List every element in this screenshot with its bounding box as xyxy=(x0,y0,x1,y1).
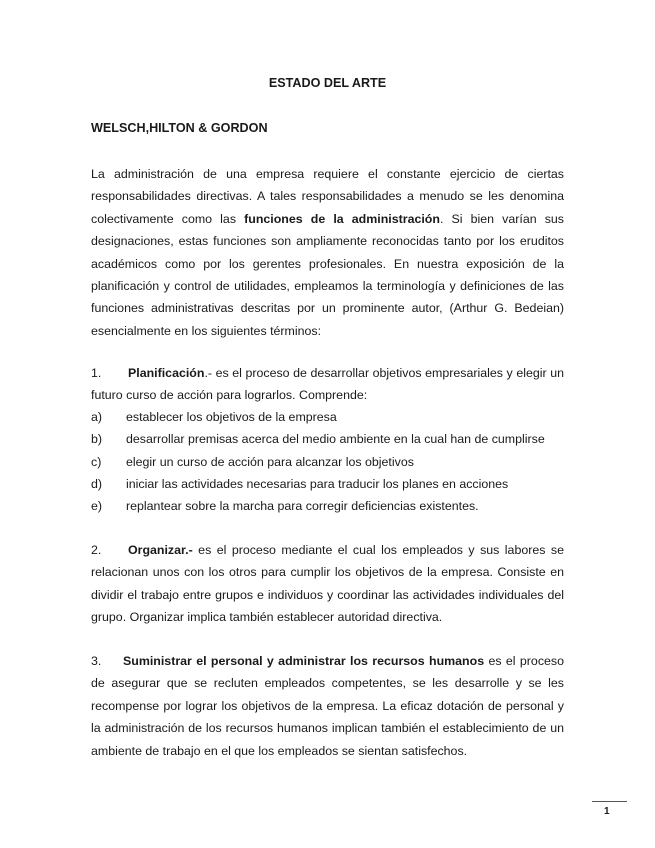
list-marker: c) xyxy=(91,454,102,469)
section-organizar xyxy=(91,539,564,629)
section-number: 2. xyxy=(91,543,102,557)
section-heading: Suministrar el personal y administrar los recursos humanos xyxy=(123,654,485,668)
document-title: ESTADO DEL ARTE xyxy=(268,76,387,90)
list-item-text: establecer los objetivos de la empresa xyxy=(126,410,337,424)
list-item xyxy=(91,451,564,473)
section-planificacion xyxy=(91,362,564,407)
list-marker: d) xyxy=(91,476,103,491)
section-number: 3. xyxy=(91,654,102,668)
list-item-text: elegir un curso de acción para alcanzar los objetivos xyxy=(126,454,414,469)
intro-bold-term: funciones de la administración xyxy=(244,211,440,226)
list-item-text: iniciar las actividades necesarias para traducir los planes en acciones xyxy=(126,476,509,491)
list-item xyxy=(91,406,564,428)
section-heading: Organizar.- xyxy=(128,543,193,557)
document-subtitle: WELSCH,HILTON & GORDON xyxy=(91,121,268,135)
intro-text-before: La administración de una empresa requiere el constante ejercicio de ciertas responsabilidades directivas. A tales responsabilidades a menudo se les denomina colectivamente como las xyxy=(91,167,564,226)
list-item xyxy=(91,473,564,495)
section-text: es el proceso de asegurar que se recluten empleados competentes, se les desarrolle y se les recompense por lograr los objetivos de la empresa. La eficaz dotación de personal y la administración de los recursos humanos implican también el establecimiento de un ambiente de trabajo en el que los empleados se sientan satisfechos. xyxy=(91,654,564,758)
planificacion-list xyxy=(91,406,564,517)
section-personal xyxy=(91,650,564,762)
list-item xyxy=(91,428,564,450)
intro-paragraph xyxy=(91,163,564,342)
section-text: .- es el proceso de desarrollar objetivos empresariales y elegir un futuro curso de acción para lograrlos. Comprende: xyxy=(91,366,564,403)
section-text: es el proceso mediante el cual los empleados y sus labores se relacionan unos con los otros para cumplir los objetivos de la empresa. Consiste en dividir el trabajo entre grupos e individuos y coordinar las actividades individuales del grupo. Organizar implica también establecer autoridad directiva. xyxy=(91,543,564,625)
list-marker: b) xyxy=(91,432,103,447)
section-number: 1. xyxy=(91,366,102,380)
list-marker: e) xyxy=(91,499,103,514)
list-marker: a) xyxy=(91,410,103,424)
section-heading: Planificación xyxy=(128,366,205,380)
page-number: 1 xyxy=(604,806,610,817)
list-item xyxy=(91,495,564,517)
intro-text-after: . Si bien varían sus designaciones, estas funciones son ampliamente reconocidas tanto por los eruditos académicos como por los gerentes profesionales. En nuestra exposición de la planificación y control de utilidades, empleamos la terminología y definiciones de las funciones administrativas descritas por un prominente autor, (Arthur G. Bedeian) esencialmente en los siguientes términos: xyxy=(91,211,564,338)
footer-divider xyxy=(592,801,627,802)
list-item-text: replantear sobre la marcha para corregir deficiencias existentes. xyxy=(126,499,479,514)
list-item-text: desarrollar premisas acerca del medio ambiente en la cual han de cumplirse xyxy=(126,432,545,447)
